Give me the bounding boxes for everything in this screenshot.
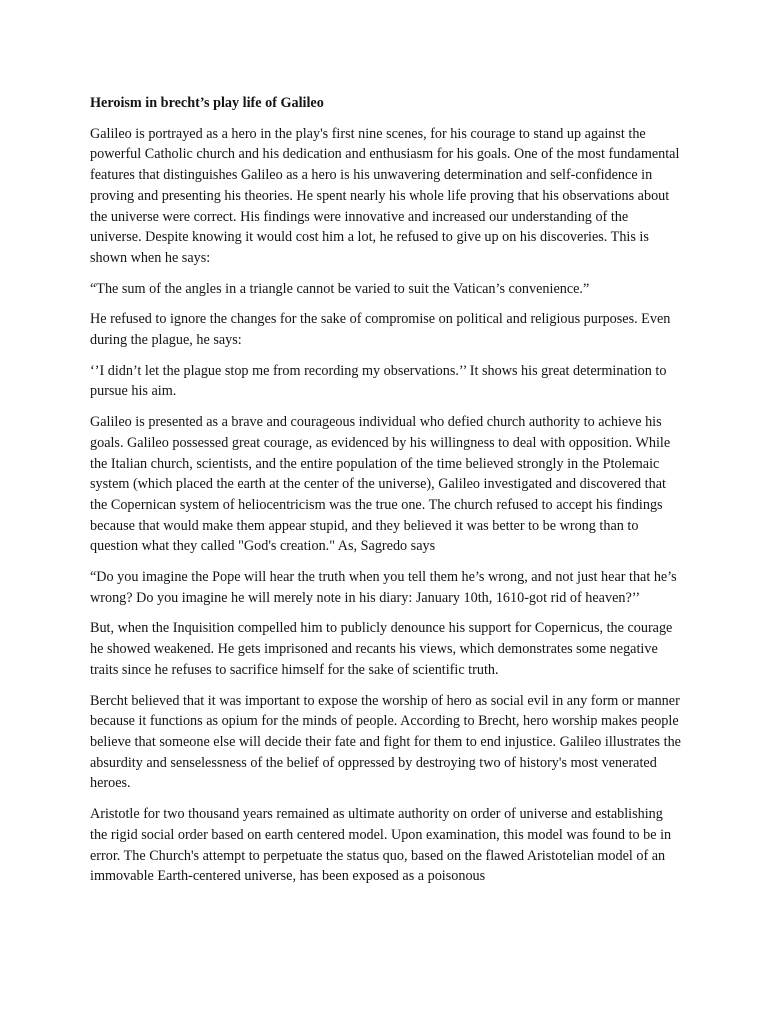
paragraph-courage: Galileo is presented as a brave and courageous individual who defied church authority to achieve his goals. Galileo possessed great courage, as evidenced by his willingness to deal with opposition. While the Italian church, scientists, and the entire population of the time believed strongly in the Ptolemaic system (which placed the earth at the center of the universe), Galileo investigated and discovered that the Copernican system of heliocentricism was the true one. The church refused to accept his findings because that would make them appear stupid, and they believed it was better to be wrong than to question what they called "God's creation." As, Sagredo says	[90, 414, 671, 555]
document-title: Heroism in brecht’s play life of Galileo	[90, 95, 324, 111]
paragraph-aristotle: Aristotle for two thousand years remained as ultimate authority on order of universe and establishing the rigid social order based on earth centered model. Upon examination, this model was found to be in error. The Church's attempt to perpetuate the status quo, based on the flawed Aristotelian model of an immovable Earth-centered universe, has been exposed as a poisonous	[90, 806, 672, 885]
paragraph-quote-triangle: “The sum of the angles in a triangle cannot be varied to suit the Vatican’s convenience.”	[90, 280, 590, 297]
paragraph-hero-worship: Bercht believed that it was important to expose the worship of hero as social evil in any form or manner because it functions as opium for the minds of people. According to Brecht, hero worship makes people believe that someone else will decide their fate and fight for them to end injustice. Galileo illustrates the absurdity and senselessness of the belief of oppressed by destroying two of history's most venerated heroes.	[90, 692, 681, 792]
paragraph-plague-intro: He refused to ignore the changes for the sake of compromise on political and religious purposes. Even during the plague, he says:	[90, 311, 671, 349]
paragraph-quote-plague: ‘’I didn’t let the plague stop me from recording my observations.’’ It shows his great determination to pursue his aim.	[90, 362, 667, 400]
paragraph-inquisition: But, when the Inquisition compelled him to publicly denounce his support for Copernicus, the courage he showed weakened. He gets imprisoned and recants his views, which demonstrates some negative traits since he refuses to sacrifice himself for the sake of scientific truth.	[90, 620, 673, 678]
paragraph-quote-sagredo: “Do you imagine the Pope will hear the truth when you tell them he’s wrong, and not just hear that he’s wrong? Do you imagine he will merely note in his diary: January 10th, 1610-got rid of heaven?’’	[90, 569, 677, 606]
document-body	[90, 93, 682, 897]
paragraph-intro: Galileo is portrayed as a hero in the play's first nine scenes, for his courage to stand up against the powerful Catholic church and his dedication and enthusiasm for his goals. One of the most fundamental features that distinguishes Galileo as a hero is his unwavering determination and self-confidence in proving and presenting his theories. He spent nearly his whole life proving that his observations about the universe were correct. His findings were innovative and increased our understanding of the universe. Despite knowing it would cost him a lot, he refused to give up on his discoveries. This is shown when he says:	[90, 125, 680, 266]
